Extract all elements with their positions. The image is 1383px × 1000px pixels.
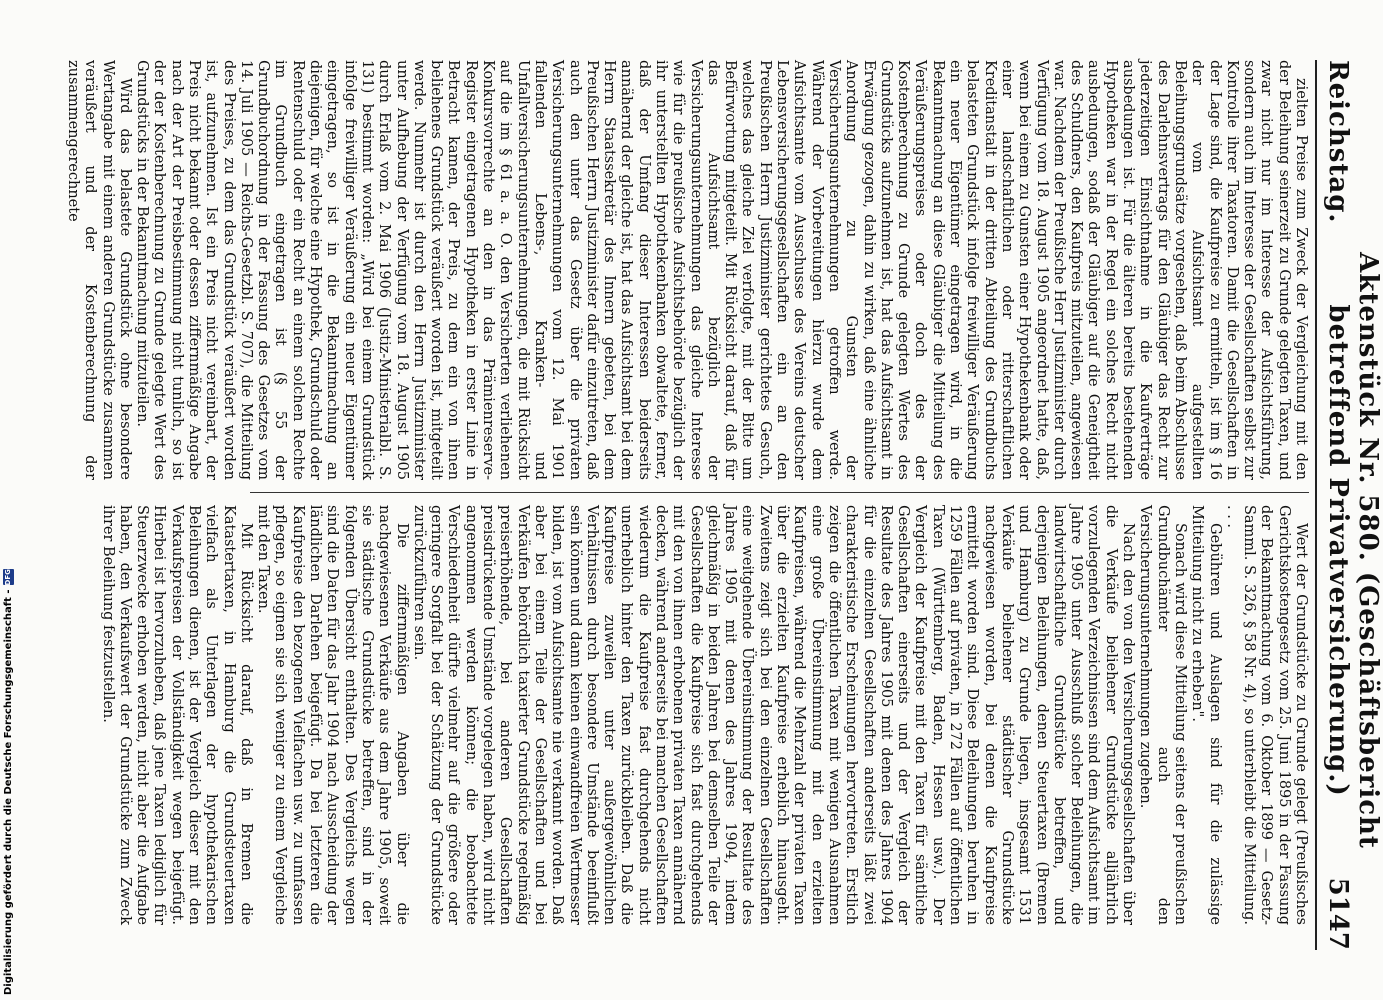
page-title: Aktenstück Nr. 580. (Geschäftsbericht betreffend Privatversicherung.) <box>1323 252 1383 849</box>
paragraph: Gebühren und Auslagen sind für die zulässige Mitteilung nicht zu erheben". <box>1189 505 1223 925</box>
left-column <box>64 60 1309 480</box>
paragraph: Wird das belastete Grundstück ohne besondere Wertangabe mit einem anderen Grundstücke zusammen veräußert und der Kostenberechnung der zusammengerechnete <box>64 60 133 480</box>
paragraph: Nach den von den Versicherungsgesellschaften über die Verkäufe beliehener Grundstücke alljährlich vorzulegenden Verzeichnissen sind dem Aufsichtsamt im Jahre 1905 unter Ausschluß solcher Beleihungen, die landwirtschaftliche Grundstücke betreffen, und derjenigen Beleihungen, denen Steuertaxen (Bremen und Hamburg) zu Grunde liegen, insgesamt 1531 Verkäufe beliehener städtischer Grundstücke nachgewiesen worden, bei denen die Kaufpreise ermittelt worden sind. Diese Beleihungen beruhen in 1259 Fällen auf privaten, in 272 Fällen auf öffentlichen Taxen (Württemberg, Baden, Hessen usw.). Der Vergleich der Kaufpreise mit den Taxen für sämtliche Gesellschaften einerseits und der Vergleich der Resultate des Jahres 1905 mit denen des Jahres 1904 für die einzelnen Gesellschaften anderseits läßt zwei charakteristische Erscheinungen hervortreten. Erstlich zeigen die öffentlichen Taxen mit wenigen Ausnahmen eine große Übereinstimmung mit den erzielten Kaufpreisen, während die Mehrzahl der privaten Taxen über die erzielten Kaufpreise erheblich hinausgeht. Zweitens zeigt sich bei den einzelnen Gesellschaften eine weitgehende Übereinstimmung der Resultate des Jahres 1905 mit denen des Jahres 1904, indem gleichmäßig in beiden Jahren bei demselben Teile der Gesellschaften die Kaufpreise sich fast durchgehends mit den von ihnen erhobenen privaten Taxen annähernd decken, während anderseits bei manchen Gesellschaften wiederum die Kaufpreise fast durchgehends nicht unerheblich hinter den Taxen zurückbleiben. Daß die Kaufpreise zuweilen unter außergewöhnlichen Verhältnissen durch besondere Umstände beeinflußt sein können und dann keinen einwandfreien Wertmesser bilden, ist vom Aufsichtsamte nie verkannt worden. Daß aber bei einem Teile der Gesellschaften und bei Verkäufen behördlich taxierter Grundstücke regelmäßig preiserhöhende, bei anderen Gesellschaften preisdrückende Umstände vorgelegen haben, wird nicht angenommen werden können; die beobachtete Verschiedenheit dürfte vielmehr auf die größere oder geringere Sorgfalt bei der Schätzung der Grundstücke zurückzuführen sein. <box>410 505 1137 925</box>
page-header <box>1323 60 1383 950</box>
column-divider <box>250 492 1309 493</box>
section-title: Reichstag. <box>1323 60 1353 224</box>
right-column <box>80 505 1309 925</box>
dfg-logo-icon: DFG <box>4 569 12 586</box>
paragraph: Wert der Grundstücke zu Grunde gelegt (Preußisches Gerichtskostengesetz vom 25. Juni 1895 in der Fassung der Bekanntmachung vom 6. Oktober 1899 — Gesetz-Samml. S. 326, § 58 Nr. 4), so unterbleibt die Mitteilung. . . . <box>1223 505 1309 925</box>
paragraph: Sonach wird diese Mitteilung seitens der preußischen Grundbuchämter auch den Versicherungsunternehmungen zugehen. <box>1137 505 1188 925</box>
paragraph: Mit Rücksicht darauf, daß in Bremen die Katastertaxen, in Hamburg die Grundsteuertaxen vielfach als Unterlagen der hypothekarischen Beleihungen dienen, ist der Vergleich dieser mit den Verkaufspreisen der Vollständigkeit wegen beigefügt. Hierbei ist hervorzuheben, daß jene Taxen lediglich für Steuerzwecke erhoben werden, nicht aber die Aufgabe haben, den Verkaufswert der Grundstücke zum Zweck ihrer Beleihung festzustellen. <box>99 505 254 925</box>
paragraph: zielten Preise zum Zweck der Vergleichung mit den der Beleihung seinerzeit zu Grunde gelegten Taxen, und zwar nicht nur im Interesse der Aufsichtsführung, sondern auch im Interesse der Gesellschaften selbst zur Kontrolle ihrer Taxatoren. Damit die Gesellschaften in der Lage sind, die Kaufpreise zu ermitteln, ist im § 16 der vom Aufsichtsamt aufgestellten Beleihungsgrundsätze vorgesehen, daß beim Abschlusse des Darlehnsvertrags für den Gläubiger das Recht zur jederzeitigen Einsichtnahme in die Kaufverträge ausbedungen ist. Für die älteren bereits bestehenden Hypotheken war in der Regel ein solches Recht nicht ausbedungen, sodaß der Gläubiger auf die Geneigtheit des Schuldners, den Kaufpreis mitzuteilen, angewiesen war. Nachdem der Preußische Herr Justizminister durch Verfügung vom 18. August 1905 angeordnet hatte, daß, wenn bei einem zu Gunsten einer Hypothekenbank oder einer landschaftlichen oder ritterschaftlichen Kreditanstalt in der dritten Abteilung des Grundbuchs belasteten Grundstück infolge freiwilliger Veräußerung ein neuer Eigentümer eingetragen wird, in die Bekanntmachung an diese Gläubiger die Mitteilung des Veräußerungspreises oder doch des der Kostenberechnung zu Grunde gelegten Wertes des Grundstücks aufzunehmen ist, hat das Aufsichtsamt in Erwägung gezogen, dahin zu wirken, daß eine ähnliche Anordnung zu Gunsten der Versicherungsunternehmungen getroffen werde. Während der Vorbereitungen hierzu wurde dem Aufsichtsamte vom Ausschusse des Vereins deutscher Lebensversicherungsgesellschaften ein an den Preußischen Herrn Justizminister gerichtetes Gesuch, welches das gleiche Ziel verfolgte, mit der Bitte um Befürwortung mitgeteilt. Mit Rücksicht darauf, daß für das Aufsichtsamt bezüglich der Versicherungsunternehmungen das gleiche Interesse wie für die preußische Aufsichtsbehörde bezüglich der ihr unterstellten Hypothekenbanken obwaltete, ferner, daß der Umfang dieser Interessen beiderseits annähernd der gleiche ist, hat das Aufsichtsamt bei dem Herrn Staatssekretär des Innern gebeten, bei dem Preußischen Herrn Justizminister dafür einzutreten, daß auch den unter das Gesetz über die privaten Versicherungsunternehmungen vom 12. Mai 1901 fallenden Lebens-, Kranken- und Unfallversicherungsunternehmungen, die mit Rücksicht auf die im § 61 a. a. O. den Versicherten verliehenen Konkursvorrechte an den in das Prämienreserve-Register eingetragenen Hypotheken in erster Linie in Betracht kamen, der Preis, zu dem ein von ihnen beliehenes Grundstück veräußert worden ist, mitgeteilt werde. Nunmehr ist durch den Herrn Justizminister unter Aufhebung der Verfügung vom 18. August 1905 durch Erlaß vom 2. Mai 1906 (Justiz-Ministerialbl. S. 131) bestimmt worden: „Wird bei einem Grundstück infolge freiwilliger Veräußerung ein neuer Eigentümer eingetragen, so ist in die Bekanntmachung an diejenigen, für welche eine Hypothek, Grundschuld oder Rentenschuld oder ein Recht an einem solchen Rechte im Grundbuch eingetragen ist (§ 55 der Grundbuchordnung in der Fassung des Gesetzes vom 14. Juli 1905 — Reichs-Gesetzbl. S. 707), die Mitteilung des Preises, zu dem das Grundstück veräußert worden ist, aufzunehmen. Ist ein Preis nicht vereinbart, der Preis nicht bekannt oder dessen ziffernmäßige Angabe nach der Art der Preisbestimmung nicht tunlich, so ist der der Kostenberechnung zu Grunde gelegte Wert des Grundstücks in der Bekanntmachung mitzuteilen. <box>134 60 1309 480</box>
credit-text: Digitalisierung gefördert durch die Deutsche Forschungsgemeinschaft - <box>3 589 14 995</box>
digitization-credit <box>3 569 14 995</box>
header-rule <box>1315 60 1317 950</box>
paragraph: Die ziffernmäßigen Angaben über die nachgewiesenen Verkäufe aus dem Jahre 1905, soweit sie städtische Grundstücke betreffen, sind in der folgenden Übersicht enthalten. Des Vergleichs wegen sind die Daten für das Jahr 1904 nach Ausscheidung der ländlichen Darlehen beigefügt. Da bei letzteren die Kaufpreise den bezogenen Vielfachen usw. zu umfassen pflegen, so eignen sie sich weniger zu einem Vergleiche mit den Taxen. <box>255 505 410 925</box>
page-number: 5147 <box>1323 877 1353 950</box>
